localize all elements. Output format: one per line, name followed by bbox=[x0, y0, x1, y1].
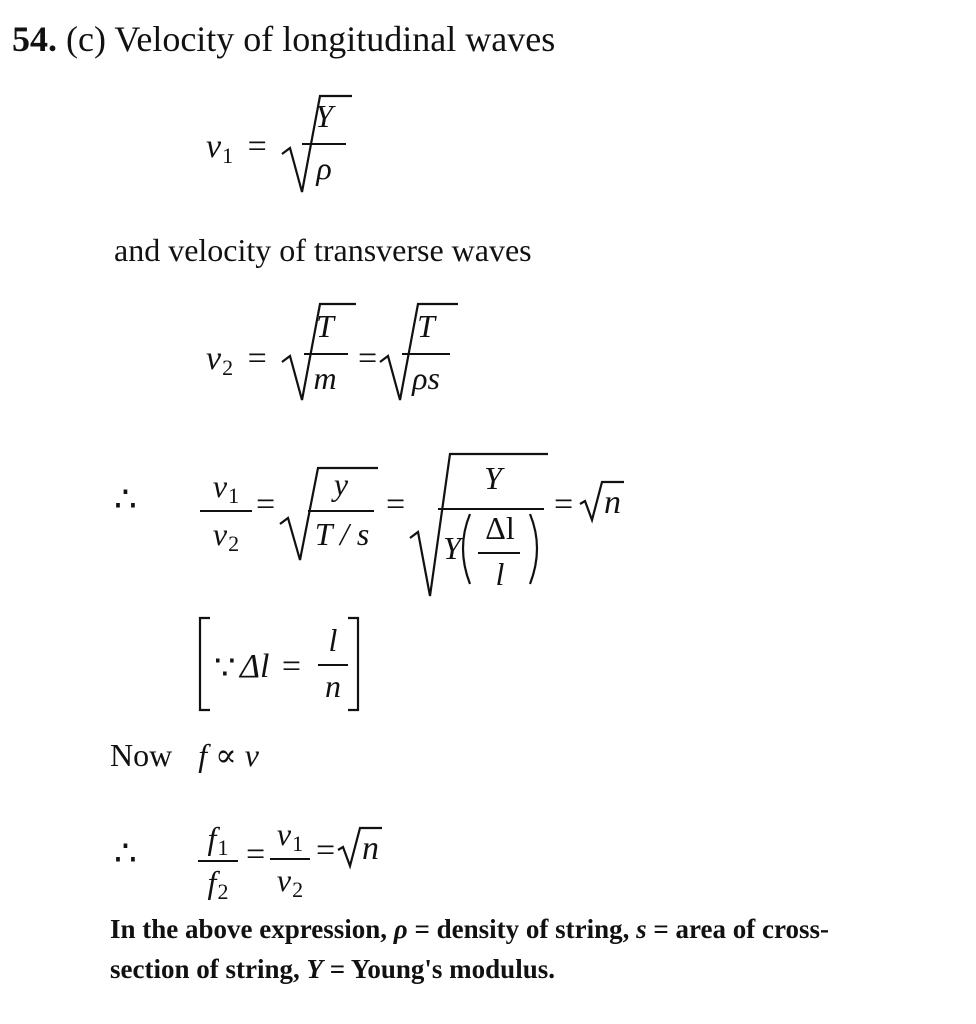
eq2-equals-2: = bbox=[358, 340, 378, 377]
heading-text: Velocity of longitudinal waves bbox=[114, 19, 556, 59]
eq1-lhs: $v_1$ = bbox=[206, 128, 267, 168]
now-line bbox=[110, 736, 259, 774]
question-heading bbox=[12, 18, 555, 60]
eq4-v2-denominator: $v_2$ bbox=[276, 862, 304, 902]
eq3-numerator-2: y bbox=[333, 466, 349, 502]
question-number: 54. bbox=[12, 19, 57, 59]
eq3-equals-1: = bbox=[256, 486, 276, 523]
eq4-therefore-symbol: ∴ bbox=[114, 833, 137, 873]
eq4-equals-1: = bbox=[246, 836, 266, 873]
eq2-numerator-1: T bbox=[316, 308, 334, 344]
eq2-numerator-2: T bbox=[417, 308, 435, 344]
eq3-inner-fraction-bar bbox=[478, 552, 520, 554]
eq3-equals-2: = bbox=[386, 486, 406, 523]
eq4-v1-numerator: $v_1$ bbox=[276, 816, 304, 856]
eq3-inner-denominator: l bbox=[495, 556, 505, 592]
eq3-v2-denominator: $v_2$ bbox=[212, 516, 240, 556]
eq3-denominator-2: T / s bbox=[314, 516, 370, 552]
now-word: Now bbox=[110, 737, 173, 773]
footnote-line-2: section of string, Y = Young's modulus. bbox=[110, 954, 555, 984]
bracket-note-fraction-bar bbox=[318, 664, 348, 666]
eq2-fraction-bar-1 bbox=[304, 353, 348, 355]
eq1-numerator: Y bbox=[315, 98, 333, 134]
eq3-inner-numerator: Δl bbox=[485, 510, 515, 546]
eq4-f1-numerator: $f_1$ bbox=[207, 820, 229, 860]
bracket-note-because: ∵ bbox=[214, 650, 236, 687]
eq4-v-fraction-bar bbox=[270, 858, 310, 860]
eq1-denominator: ρ bbox=[316, 150, 332, 186]
eq3-numerator-3: Y bbox=[484, 460, 502, 496]
eq2-fraction-bar-2 bbox=[402, 353, 450, 355]
proportional-relation: f ∝ v bbox=[198, 737, 259, 773]
eq1-fraction-bar bbox=[302, 143, 346, 145]
bracket-note-denominator: n bbox=[325, 668, 341, 704]
transverse-waves-text: and velocity of transverse waves bbox=[114, 232, 532, 268]
eq3-result-n: n bbox=[604, 484, 621, 521]
eq4-f2-denominator: $f_2$ bbox=[207, 864, 229, 904]
eq4-equals-2: = bbox=[316, 832, 336, 869]
footnote-line-1: In the above expression, ρ = density of string, s = area of cross- bbox=[110, 914, 829, 944]
eq3-v-fraction-bar bbox=[200, 510, 252, 512]
eq2-denominator-1: m bbox=[313, 360, 337, 396]
rho-symbol: ρ bbox=[393, 914, 408, 944]
s-symbol: s bbox=[636, 914, 647, 944]
bracket-note-lhs: Δl = bbox=[240, 648, 302, 685]
eq3-equals-3: = bbox=[554, 486, 574, 523]
eq2-denominator-2: ρs bbox=[412, 360, 440, 396]
eq3-therefore-symbol: ∴ bbox=[114, 479, 137, 519]
eq4-f-fraction-bar bbox=[198, 860, 238, 862]
eq4-result-n: n bbox=[362, 830, 379, 867]
eq2-lhs: $v_2$ = bbox=[206, 340, 267, 380]
bracket-note-numerator: l bbox=[328, 622, 338, 658]
eq3-fraction-bar-2 bbox=[308, 510, 374, 512]
eq3-denominator-3-prefix: Y bbox=[443, 530, 461, 566]
y-symbol: Y bbox=[306, 954, 323, 984]
question-option: (c) bbox=[66, 19, 106, 59]
eq3-v1-numerator: $v_1$ bbox=[212, 468, 240, 508]
